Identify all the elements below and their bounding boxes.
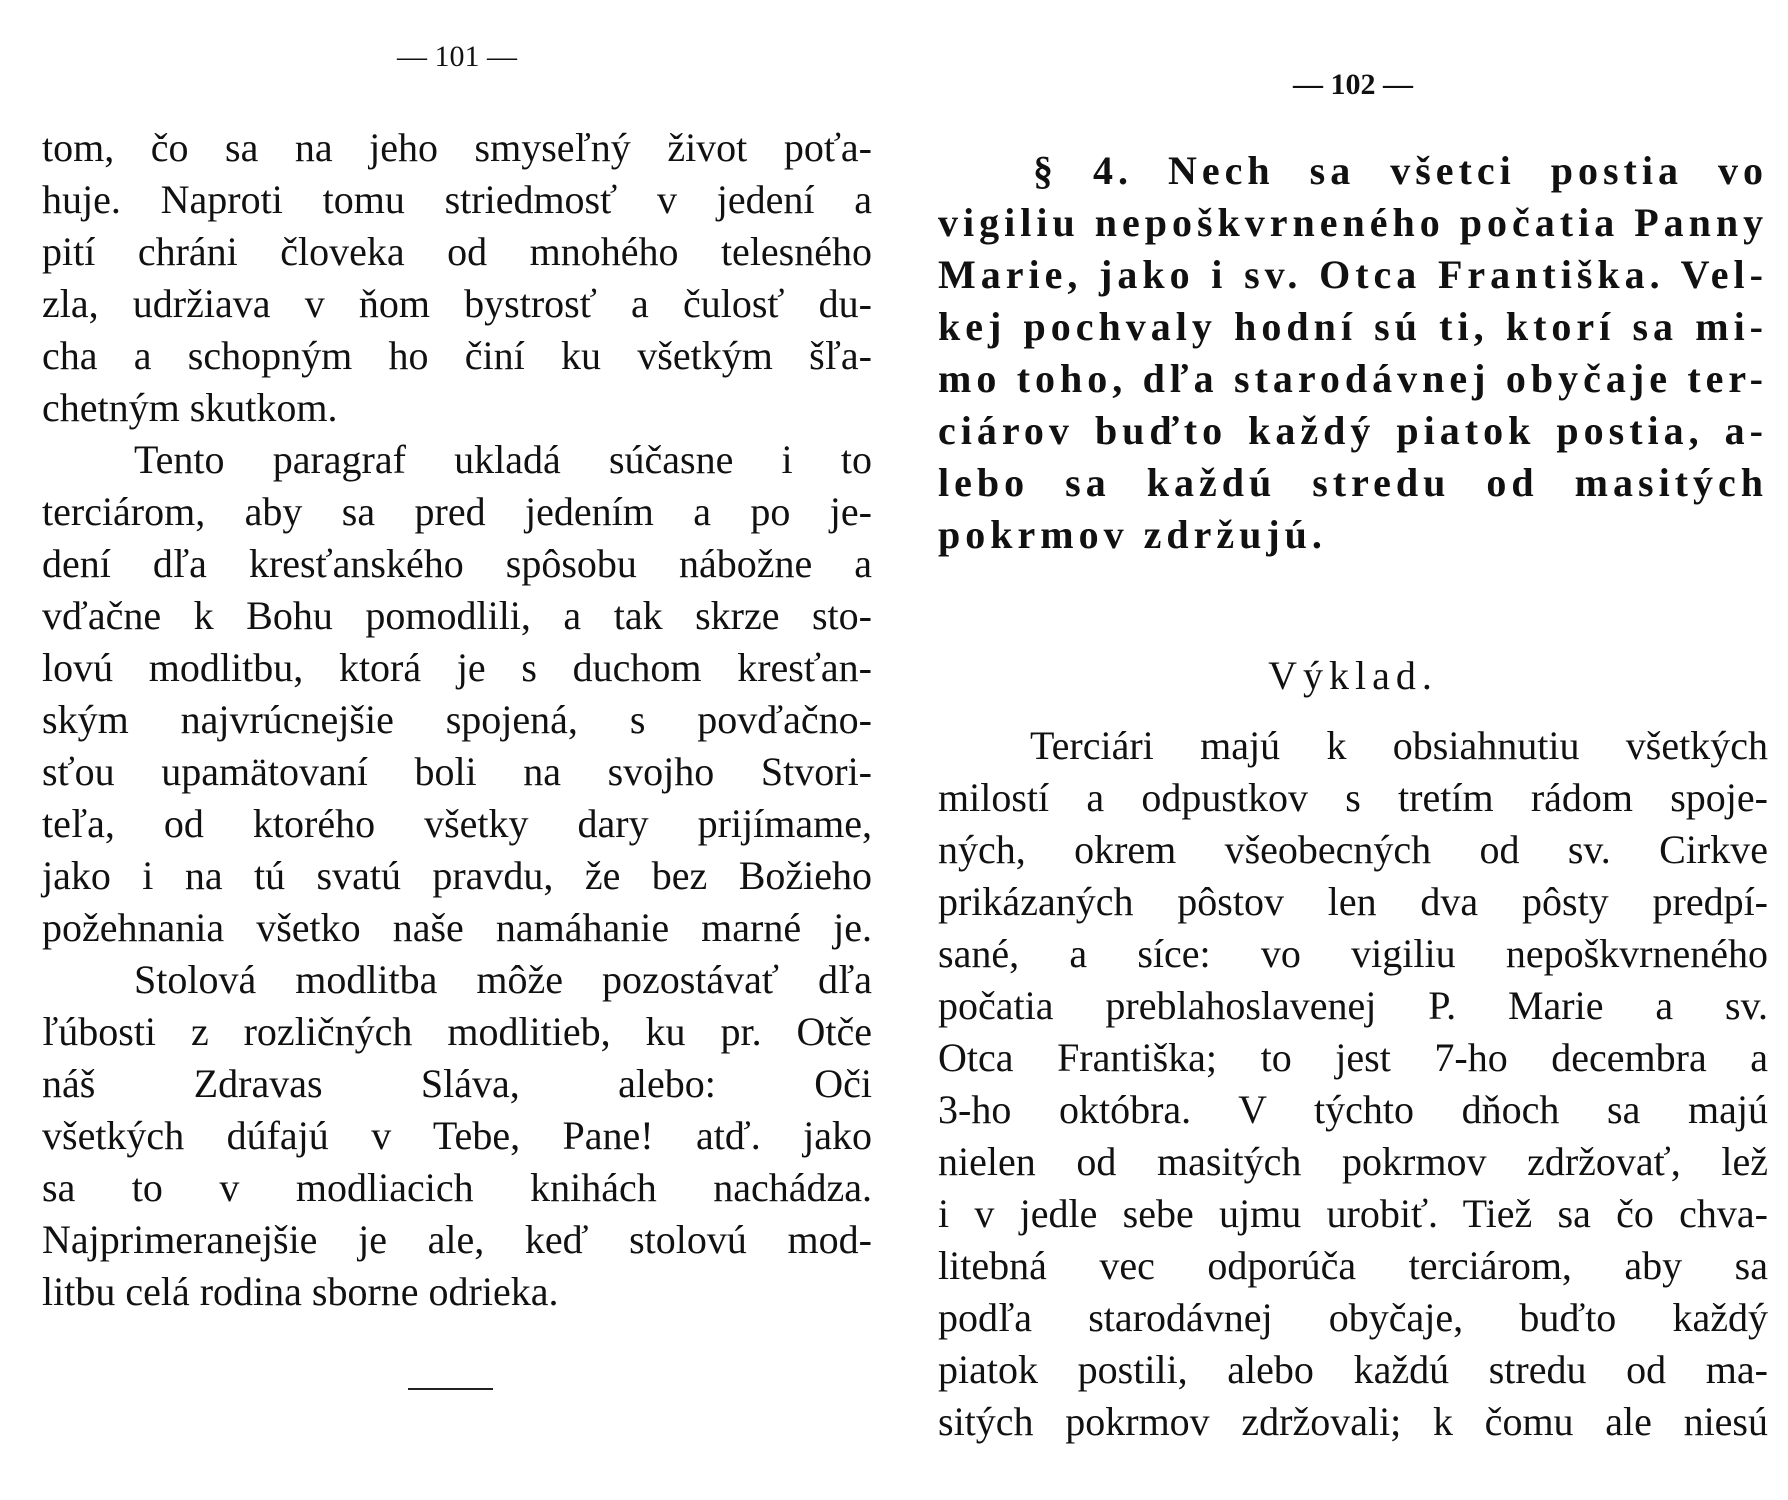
text-line: nielen od masitých pokrmov zdržovať, lež: [938, 1139, 1768, 1184]
text-line: kej pochvaly hodní sú ti, ktorí sa mi-: [938, 304, 1768, 349]
section-heading: Výklad.: [1268, 653, 1438, 698]
text-line: piatok postili, alebo každú stredu od ma-: [938, 1347, 1768, 1392]
text-line: terciárom, aby sa pred jedením a po je-: [42, 489, 872, 534]
text-line: teľa, od ktorého všetky dary prijímame,: [42, 801, 872, 846]
text-line: podľa starodávnej obyčaje, buďto každý: [938, 1295, 1768, 1340]
rule-paragraph: [938, 145, 1768, 561]
text-line: 3-ho októbra. V týchto dňoch sa majú: [938, 1087, 1768, 1132]
section-divider: [408, 1388, 493, 1390]
text-line: požehnania všetko naše namáhanie marné je.: [42, 905, 872, 950]
text-line: Stolová modlitba môže pozostávať dľa: [134, 957, 872, 1002]
text-line: ským najvrúcnejšie spojená, s povďačno-: [42, 697, 872, 742]
commentary-text: [938, 720, 1768, 1448]
text-line: dení dľa kresťanského spôsobu nábožne a: [42, 541, 872, 586]
text-line: huje. Naproti tomu striedmosť v jedení a: [42, 177, 872, 222]
text-line: sťou upamätovaní boli na svojho Stvori-: [42, 749, 872, 794]
text-line: náš Zdravas Sláva, alebo: Oči: [42, 1061, 872, 1106]
text-line: lovú modlitbu, ktorá je s duchom kresťan-: [42, 645, 872, 690]
text-line: zla, udržiava v ňom bystrosť a čulosť du-: [42, 281, 872, 326]
text-line: tom, čo sa na jeho smyseľný život poťa-: [42, 125, 872, 170]
text-line: počatia preblahoslavenej P. Marie a sv.: [938, 983, 1768, 1028]
text-line: lebo sa každú stredu od masitých: [938, 460, 1768, 505]
text-line: pití chráni človeka od mnohého telesného: [42, 229, 872, 274]
left-page-text: [42, 122, 872, 1318]
text-line: Otca Františka; to jest 7-ho decembra a: [938, 1035, 1768, 1080]
text-line: vďačne k Bohu pomodlili, a tak skrze sto-: [42, 593, 872, 638]
text-line: sané, a síce: vo vigiliu nepoškvrneného: [938, 931, 1768, 976]
text-line: pokrmov zdržujú.: [938, 512, 1327, 557]
text-line: jako i na tú svatú pravdu, že bez Božieho: [42, 853, 872, 898]
text-line: chetným skutkom.: [42, 385, 338, 430]
text-line: litbu celá rodina sborne odrieka.: [42, 1269, 559, 1314]
text-line: všetkých dúfajú v Tebe, Pane! atď. jako: [42, 1113, 872, 1158]
text-line: sitých pokrmov zdržovali; k čomu ale niesú: [938, 1399, 1768, 1444]
text-line: § 4. Nech sa všetci postia vo: [1033, 148, 1768, 193]
text-line: milostí a odpustkov s tretím rádom spoje-: [938, 775, 1768, 820]
text-line: Najprimeranejšie je ale, keď stolovú mod-: [42, 1217, 872, 1262]
text-line: Marie, jako i sv. Otca Františka. Vel-: [938, 252, 1768, 297]
text-line: prikázaných pôstov len dva pôsty predpí-: [938, 879, 1768, 924]
page-number-101: — 101 —: [397, 40, 517, 73]
text-line: i v jedle sebe ujmu urobiť. Tiež sa čo chva-: [938, 1191, 1768, 1236]
text-line: sa to v modliacich knihách nachádza.: [42, 1165, 872, 1210]
text-line: mo toho, dľa starodávnej obyčaje ter-: [938, 356, 1768, 401]
text-line: cha a schopným ho činí ku všetkým šľa-: [42, 333, 872, 378]
text-line: ľúbosti z rozličných modlitieb, ku pr. Otče: [42, 1009, 872, 1054]
page-number-102: — 102 —: [1293, 68, 1413, 101]
text-line: Tento paragraf ukladá súčasne i to: [134, 437, 872, 482]
text-line: litebná vec odporúča terciárom, aby sa: [938, 1243, 1768, 1288]
text-line: ciárov buďto každý piatok postia, a-: [938, 408, 1768, 453]
text-line: Terciári majú k obsiahnutiu všetkých: [1030, 723, 1768, 768]
text-line: vigiliu nepoškvrneného počatia Panny: [938, 200, 1769, 245]
text-line: ných, okrem všeobecných od sv. Cirkve: [938, 827, 1768, 872]
